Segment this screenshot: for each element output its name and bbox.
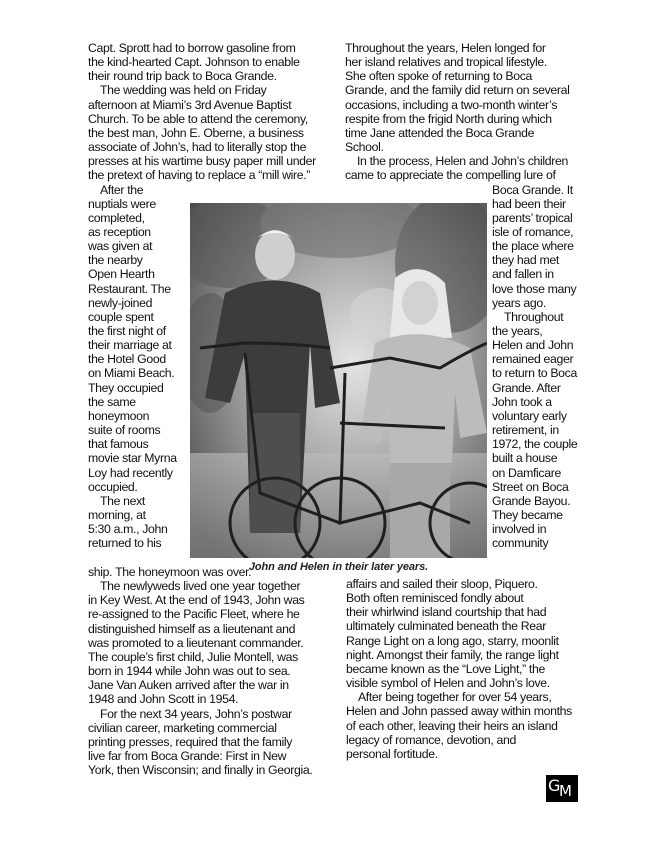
text-line: Grande Bayou.: [492, 493, 571, 508]
text-line: the Hotel Good: [88, 352, 166, 367]
text-line: John took a: [492, 394, 552, 409]
text-line: completed,: [88, 210, 145, 225]
text-line: newly-joined: [88, 295, 153, 310]
text-line: voluntary early: [492, 408, 567, 423]
text-line: their whirlwind island courtship that had: [346, 605, 547, 620]
text-line: They became: [492, 507, 563, 522]
text-line: couple spent: [88, 309, 154, 324]
text-line: She often spoke of returning to Boca: [345, 69, 533, 84]
text-line: community: [492, 536, 549, 551]
text-line: their marriage at: [88, 338, 172, 353]
text-line: Street on Boca: [492, 479, 569, 494]
text-line: parents’ tropical: [492, 210, 573, 225]
text-line: The couple’s first child, Julie Montell, was: [88, 649, 298, 664]
text-line: Boca Grande. It: [492, 182, 573, 197]
text-line: was promoted to a lieutenant commander.: [88, 635, 304, 650]
text-line: had been their: [492, 196, 566, 211]
text-line: School.: [345, 140, 384, 155]
text-line: on Damficare: [492, 465, 561, 480]
text-line: movie star Myrna: [88, 451, 177, 466]
text-line: affairs and sailed their sloop, Piquero.: [346, 577, 538, 591]
text-line: the best man, John E. Oberne, a business: [88, 125, 304, 140]
text-line: Church. To be able to attend the ceremony,: [88, 111, 308, 126]
text-line: Helen and John passed away within months: [346, 704, 572, 719]
text-line: time Jane attended the Boca Grande: [345, 125, 535, 140]
text-line: the pretext of having to replace a “mill wire.”: [88, 168, 311, 183]
text-line: associate of John’s, had to literally stop the: [88, 140, 307, 155]
text-line: and fallen in: [492, 267, 554, 282]
text-line: was given at: [88, 239, 153, 254]
text-line: they had met: [492, 253, 559, 268]
logo-letter-m: M: [559, 782, 572, 800]
text-line: personal fortitude.: [346, 746, 438, 761]
text-line: to return to Boca: [492, 366, 577, 381]
text-line: ship. The honeymoon was over.: [88, 565, 252, 579]
text-line: years ago.: [492, 295, 546, 310]
text-line: Throughout the years, Helen longed for: [345, 41, 546, 55]
text-line: After being together for over 54 years,: [346, 690, 552, 705]
text-line: the nearby: [88, 253, 143, 268]
text-line: returned to his: [88, 536, 162, 551]
text-line: afternoon at Miami’s 3rd Avenue Baptist: [88, 97, 292, 112]
text-line: In the process, Helen and John’s children: [345, 154, 568, 169]
text-line: morning, at: [88, 507, 146, 522]
text-line: Loy had recently: [88, 465, 173, 480]
text-line: civilian career, marketing commercial: [88, 720, 277, 735]
text-line: of each other, leaving their heirs an island: [346, 718, 558, 733]
text-line: the kind-hearted Capt. Johnson to enable: [88, 55, 300, 70]
text-line: built a house: [492, 451, 558, 466]
photo-illustration: [190, 203, 487, 558]
text-line: re-assigned to the Pacific Fleet, where he: [88, 607, 300, 622]
text-line: night. Amongst their family, the range light: [346, 647, 559, 662]
text-line: York, then Wisconsin; and finally in Georgia.: [88, 763, 313, 778]
text-line: Throughout: [492, 309, 564, 324]
text-line: involved in: [492, 522, 547, 537]
text-line: retirement, in: [492, 423, 559, 438]
text-line: 1948 and John Scott in 1954.: [88, 692, 239, 707]
text-line: Range Light on a long ago, starry, moonlit: [346, 633, 559, 648]
text-line: nuptials were: [88, 196, 156, 211]
text-line: their round trip back to Boca Grande.: [88, 69, 277, 84]
text-line: her island relatives and tropical lifestyle.: [345, 55, 547, 70]
logo-letter-g: G: [548, 776, 561, 795]
text-line: Jane Van Auken arrived after the war in: [88, 678, 289, 693]
text-line: 1972, the couple: [492, 437, 578, 452]
photo-caption: John and Helen in their later years.: [248, 561, 429, 573]
text-line: 5:30 a.m., John: [88, 522, 168, 537]
text-line: Grande. After: [492, 380, 561, 395]
text-line: live far from Boca Grande: First in New: [88, 748, 287, 763]
text-line: the years,: [492, 324, 543, 338]
text-line: ultimately culminated beneath the Rear: [346, 619, 546, 634]
text-line: occasions, including a two-month winter’s: [345, 97, 558, 112]
text-line: suite of rooms: [88, 423, 161, 438]
photo-john-and-helen-with-bicycles: [190, 203, 487, 558]
text-line: that famous: [88, 437, 149, 452]
text-line: Grande, and the family did return on several: [345, 83, 570, 98]
text-line: as reception: [88, 224, 151, 239]
text-line: After the: [88, 182, 144, 197]
text-line: The newlyweds lived one year together: [88, 579, 301, 594]
text-line: Both often reminisced fondly about: [346, 591, 524, 606]
text-line: printing presses, required that the family: [88, 734, 293, 749]
text-line: They occupied: [88, 380, 164, 395]
text-line: Restaurant. The: [88, 281, 171, 296]
text-line: honeymoon: [88, 408, 150, 423]
text-line: love those many: [492, 281, 577, 296]
text-line: Open Hearth: [88, 267, 155, 282]
text-line: The wedding was held on Friday: [88, 83, 267, 98]
text-line: isle of romance,: [492, 224, 574, 239]
text-line: the same: [88, 394, 136, 409]
text-line: born in 1944 while John was out to sea.: [88, 664, 291, 679]
text-line: respite from the frigid North during which: [345, 111, 552, 126]
text-line: on Miami Beach.: [88, 366, 175, 381]
text-line: distinguished himself as a lieutenant and: [88, 621, 296, 636]
text-line: remained eager: [492, 352, 574, 367]
gm-logo: [546, 775, 578, 802]
text-line: presses at his wartime busy paper mill under: [88, 154, 316, 169]
text-line: For the next 34 years, John’s postwar: [88, 706, 292, 721]
text-line: Helen and John: [492, 338, 574, 353]
text-line: occupied.: [88, 479, 138, 494]
text-line: became known as the “Love Light,” the: [346, 661, 545, 676]
text-line: Capt. Sprott had to borrow gasoline from: [88, 41, 296, 55]
text-line: the place where: [492, 239, 574, 254]
text-line: visible symbol of Helen and John’s love.: [346, 676, 550, 691]
text-line: in Key West. At the end of 1943, John was: [88, 593, 305, 608]
text-line: legacy of romance, devotion, and: [346, 732, 516, 747]
text-line: came to appreciate the compelling lure of: [345, 168, 556, 183]
text-line: the first night of: [88, 324, 166, 338]
text-line: The next: [88, 493, 145, 508]
